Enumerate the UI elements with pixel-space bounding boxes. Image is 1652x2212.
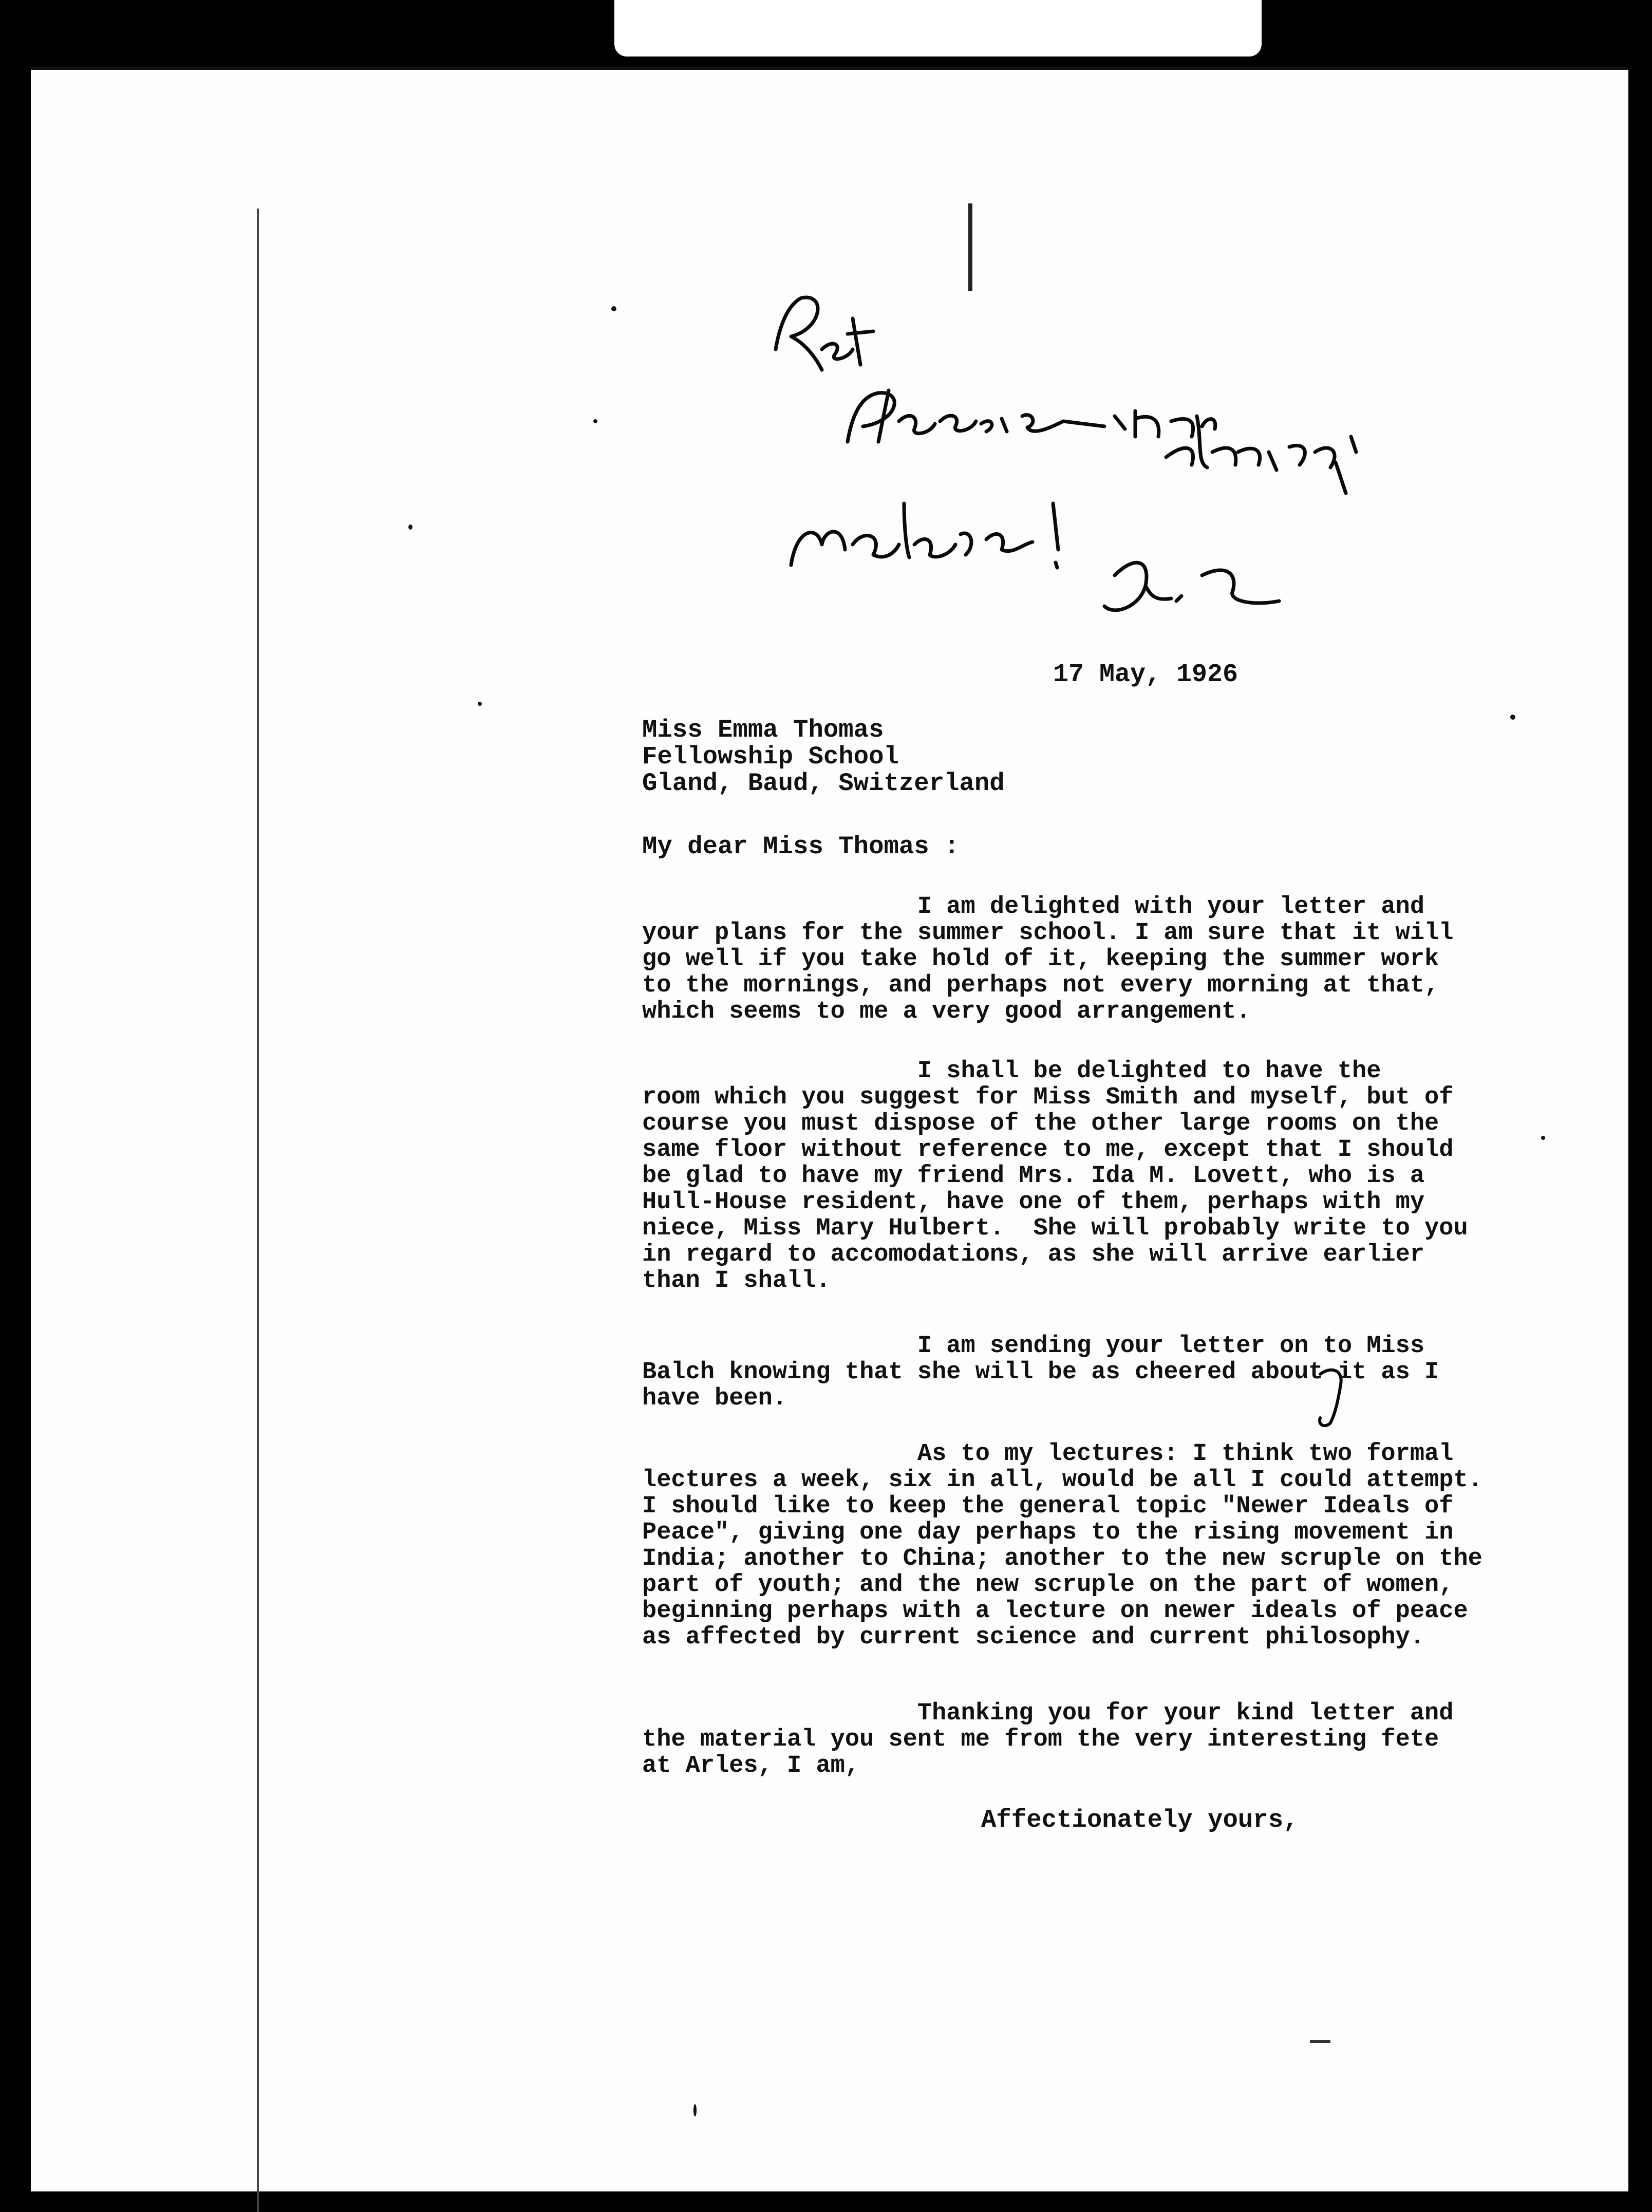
text-line: which seems to me a very good arrangement. <box>642 998 1251 1025</box>
address-line: Miss Emma Thomas <box>642 716 884 744</box>
text-line: the material you sent me from the very interesting fete <box>642 1726 1439 1753</box>
text-line: go well if you take hold of it, keeping the summer work <box>642 946 1439 973</box>
text-line: at Arles, I am, <box>642 1752 860 1779</box>
paragraph-5 <box>642 1700 1453 1779</box>
text-line: have been. <box>642 1385 787 1412</box>
text-line: same floor without reference to me, except that I should <box>642 1136 1454 1164</box>
text-line: as affected by current science and current philosophy. <box>642 1624 1425 1651</box>
address-line: Fellowship School <box>642 742 899 771</box>
text-line: lectures a week, six in all, would be all I could attempt. <box>642 1467 1482 1494</box>
text-line: be glad to have my friend Mrs. Ida M. Lovett, who is a <box>642 1163 1425 1190</box>
text-line: than I shall. <box>642 1267 831 1295</box>
speck <box>1541 1136 1545 1140</box>
handwritten-note <box>745 288 1515 678</box>
text-line: Peace", giving one day perhaps to the rising movement in <box>642 1519 1454 1546</box>
text-line: room which you suggest for Miss Smith and myself, but of <box>642 1084 1454 1111</box>
text-line: part of youth; and the new scruple on the part of women, <box>642 1571 1454 1599</box>
speck <box>478 702 482 706</box>
text-line: course you must dispose of the other large rooms on the <box>642 1110 1439 1137</box>
text-line: your plans for the summer school. I am sure that it will <box>642 920 1454 947</box>
closing: Affectionately yours, <box>981 1806 1299 1834</box>
speck <box>408 524 412 530</box>
text-line: India; another to China; another to the new scruple on the <box>642 1545 1482 1572</box>
speck <box>1510 715 1515 720</box>
text-line: I am sending your letter on to Miss <box>642 1333 1425 1360</box>
bottom-mark <box>1310 2040 1330 2043</box>
staple-mark <box>968 203 972 291</box>
text-line: in regard to accomodations, as she will arrive earlier <box>642 1241 1425 1268</box>
folder-tab <box>611 0 1265 60</box>
text-line: As to my lectures: I think two formal <box>642 1440 1454 1468</box>
recipient-address <box>642 717 1005 797</box>
text-line: niece, Miss Mary Hulbert. She will probably write to you <box>642 1215 1468 1242</box>
address-line: Gland, Baud, Switzerland <box>642 769 1005 798</box>
paragraph-3 <box>642 1333 1439 1412</box>
text-line: Thanking you for your kind letter and <box>642 1700 1454 1727</box>
letter-date: 17 May, 1926 <box>1053 660 1238 689</box>
text-line: I shall be delighted to have the <box>642 1058 1381 1085</box>
speck <box>693 2104 697 2116</box>
text-line: beginning perhaps with a lecture on newer ideals of peace <box>642 1598 1468 1625</box>
text-line: Hull-House resident, have one of them, perhaps with my <box>642 1189 1425 1216</box>
salutation: My dear Miss Thomas : <box>642 832 960 861</box>
speck <box>611 306 616 311</box>
text-line: Balch knowing that she will be as cheered about it as I <box>642 1359 1439 1386</box>
text-line: I am delighted with your letter and <box>642 893 1425 921</box>
paragraph-2 <box>642 1058 1468 1294</box>
text-line: to the mornings, and perhaps not every morning at that, <box>642 972 1439 999</box>
left-margin-line <box>257 209 259 2212</box>
paragraph-4 <box>642 1441 1482 1651</box>
speck <box>593 419 597 423</box>
paragraph-1 <box>642 894 1453 1025</box>
text-line: I should like to keep the general topic "Newer Ideals of <box>642 1493 1454 1520</box>
